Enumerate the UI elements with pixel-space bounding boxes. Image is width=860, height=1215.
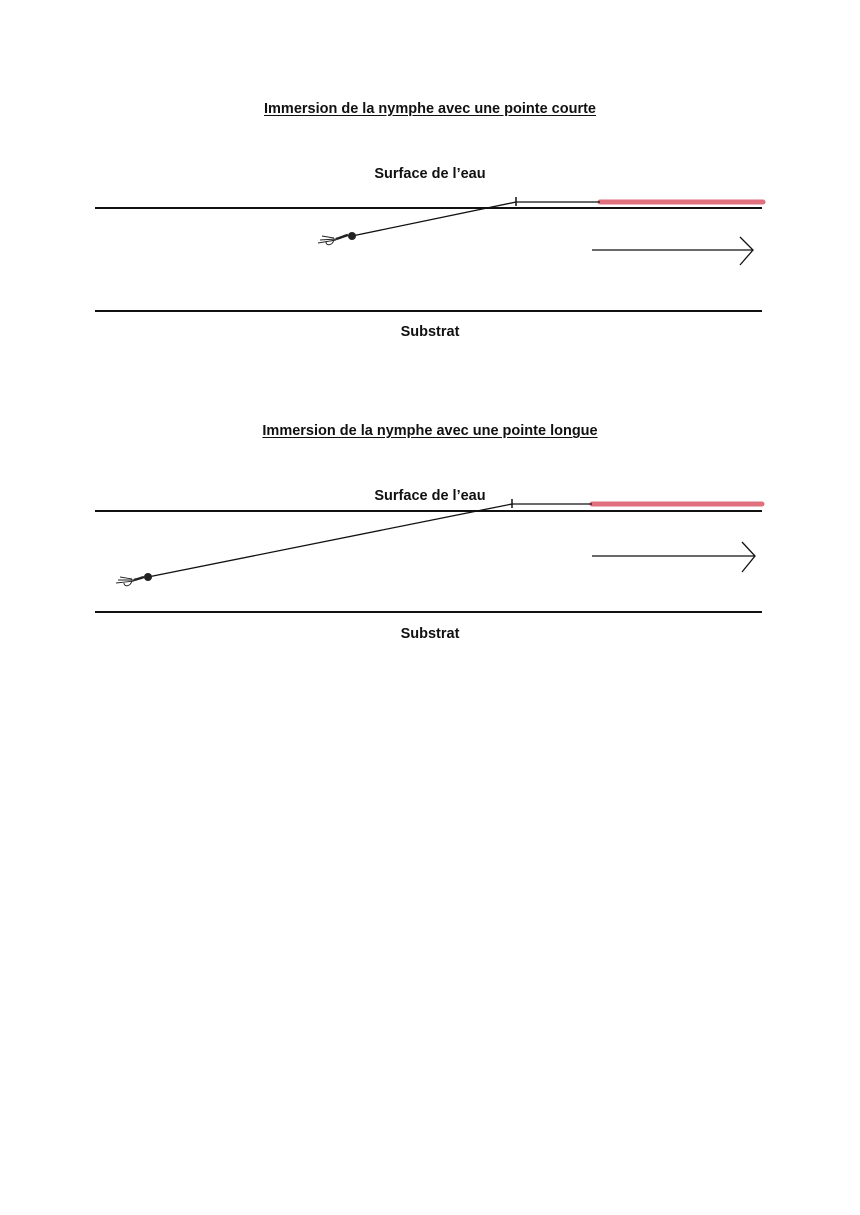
diagram-2-title: Immersion de la nymphe avec une pointe longue [262, 423, 598, 439]
diagram-1-nymph-icon [318, 232, 356, 245]
diagram-1-substrate-label: Substrat [400, 324, 460, 340]
diagram-2-substrate-label: Substrat [400, 626, 460, 642]
diagram-1-title: Immersion de la nymphe avec une pointe courte [264, 101, 596, 117]
diagram-1-surface-label: Surface de l’eau [374, 166, 486, 182]
diagram-2 [95, 499, 762, 612]
diagram-2-surface-label: Surface de l’eau [374, 488, 486, 504]
diagram-1-arrow-head-icon [740, 237, 753, 265]
diagram-2-arrow-head-icon [742, 542, 755, 572]
diagram-2-nymph-icon [116, 573, 152, 586]
diagram-1 [95, 197, 763, 311]
diagram-2-tippet [148, 504, 512, 577]
